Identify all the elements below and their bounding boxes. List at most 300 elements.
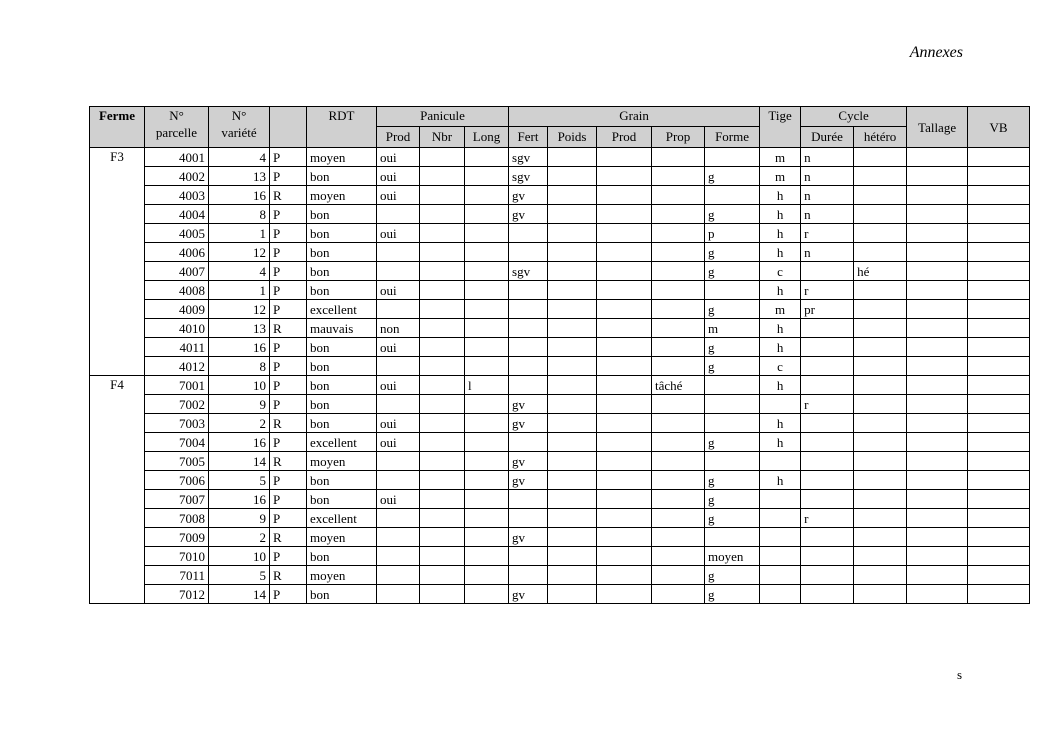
cell-grain-poids [548, 509, 597, 528]
cell-grain-prod [597, 395, 652, 414]
cell-vb [968, 490, 1030, 509]
cell-cycle-duree [801, 471, 854, 490]
cell-grain-prop [652, 452, 705, 471]
cell-panicule-long [465, 509, 509, 528]
cell-grain-forme [705, 452, 760, 471]
cell-panicule-nbr [420, 357, 465, 376]
cell-panicule-prod [377, 357, 420, 376]
cell-cycle-duree: n [801, 186, 854, 205]
cell-grain-fert: gv [509, 414, 548, 433]
cell-panicule-long [465, 262, 509, 281]
cell-grain-prop [652, 528, 705, 547]
cell-tallage [907, 585, 968, 604]
cell-cycle-duree [801, 338, 854, 357]
cell-grain-prod [597, 186, 652, 205]
cell-panicule-prod: oui [377, 376, 420, 395]
cell-grain-forme [705, 148, 760, 167]
cell-grain-prop [652, 471, 705, 490]
cell-panicule-nbr [420, 414, 465, 433]
cell-vb [968, 148, 1030, 167]
cell-tallage [907, 186, 968, 205]
cell-variete: 16 [209, 338, 270, 357]
cell-grain-poids [548, 148, 597, 167]
cell-parcelle: 7005 [145, 452, 209, 471]
subheader-grain-prod: Prod [597, 127, 652, 148]
cell-tige: h [760, 319, 801, 338]
cell-type: P [270, 471, 307, 490]
header-rdt: RDT [307, 107, 377, 148]
cell-tige: h [760, 414, 801, 433]
cell-type: R [270, 186, 307, 205]
cell-variete: 5 [209, 471, 270, 490]
cell-grain-prop [652, 566, 705, 585]
table-row [90, 547, 1030, 566]
cell-grain-prop [652, 414, 705, 433]
cell-grain-prod [597, 243, 652, 262]
cell-cycle-hetero [854, 148, 907, 167]
cell-cycle-hetero [854, 300, 907, 319]
cell-tige [760, 547, 801, 566]
cell-rdt: bon [307, 547, 377, 566]
cell-tallage [907, 433, 968, 452]
cell-cycle-duree [801, 262, 854, 281]
cell-grain-prod [597, 433, 652, 452]
cell-vb [968, 452, 1030, 471]
cell-type: R [270, 452, 307, 471]
cell-grain-fert [509, 243, 548, 262]
table-row [90, 585, 1030, 604]
cell-panicule-nbr [420, 471, 465, 490]
header-tallage: Tallage [907, 107, 968, 148]
cell-grain-prop [652, 319, 705, 338]
cell-panicule-nbr [420, 490, 465, 509]
cell-grain-poids [548, 357, 597, 376]
cell-panicule-prod [377, 566, 420, 585]
cell-rdt: bon [307, 262, 377, 281]
cell-grain-fert: gv [509, 186, 548, 205]
header-variete: N° variété [209, 107, 270, 148]
cell-type: P [270, 243, 307, 262]
cell-rdt: bon [307, 585, 377, 604]
table-row [90, 243, 1030, 262]
cell-variete: 14 [209, 452, 270, 471]
cell-grain-poids [548, 395, 597, 414]
cell-grain-forme: g [705, 509, 760, 528]
cell-panicule-nbr [420, 148, 465, 167]
table-row [90, 433, 1030, 452]
cell-grain-prop [652, 262, 705, 281]
cell-tige: h [760, 376, 801, 395]
cell-tallage [907, 471, 968, 490]
cell-panicule-prod [377, 471, 420, 490]
cell-grain-forme [705, 376, 760, 395]
cell-vb [968, 414, 1030, 433]
cell-tallage [907, 528, 968, 547]
cell-tallage [907, 452, 968, 471]
cell-panicule-nbr [420, 547, 465, 566]
cell-panicule-nbr [420, 509, 465, 528]
cell-type: P [270, 338, 307, 357]
cell-grain-prop [652, 357, 705, 376]
page-number: s [957, 667, 963, 682]
cell-parcelle: 4007 [145, 262, 209, 281]
cell-grain-poids [548, 414, 597, 433]
cell-tige: h [760, 433, 801, 452]
cell-variete: 13 [209, 167, 270, 186]
cell-tige [760, 528, 801, 547]
cell-variete: 10 [209, 376, 270, 395]
cell-grain-fert [509, 490, 548, 509]
subheader-grain-prop: Prop [652, 127, 705, 148]
cell-tallage [907, 566, 968, 585]
cell-tige [760, 585, 801, 604]
cell-tige: h [760, 471, 801, 490]
cell-cycle-hetero [854, 547, 907, 566]
cell-cycle-hetero [854, 186, 907, 205]
cell-rdt: bon [307, 281, 377, 300]
cell-panicule-long [465, 357, 509, 376]
cell-grain-prop [652, 395, 705, 414]
table-row [90, 528, 1030, 547]
subheader-grain-forme: Forme [705, 127, 760, 148]
cell-rdt: bon [307, 224, 377, 243]
cell-grain-forme: g [705, 585, 760, 604]
cell-grain-prod [597, 547, 652, 566]
cell-type: P [270, 509, 307, 528]
cell-cycle-duree [801, 357, 854, 376]
table-row [90, 186, 1030, 205]
cell-grain-forme: m [705, 319, 760, 338]
cell-grain-prop [652, 509, 705, 528]
cell-panicule-prod: oui [377, 167, 420, 186]
cell-rdt: moyen [307, 452, 377, 471]
cell-parcelle: 4010 [145, 319, 209, 338]
cell-cycle-hetero [854, 490, 907, 509]
cell-cycle-hetero [854, 414, 907, 433]
cell-grain-prod [597, 148, 652, 167]
cell-grain-prop [652, 490, 705, 509]
cell-panicule-long [465, 205, 509, 224]
cell-parcelle: 7002 [145, 395, 209, 414]
cell-tige: m [760, 300, 801, 319]
cell-grain-forme [705, 528, 760, 547]
cell-grain-prop [652, 243, 705, 262]
cell-grain-fert: sgv [509, 148, 548, 167]
cell-panicule-long [465, 433, 509, 452]
cell-rdt: bon [307, 357, 377, 376]
cell-panicule-nbr [420, 262, 465, 281]
cell-vb [968, 471, 1030, 490]
cell-vb [968, 224, 1030, 243]
cell-variete: 16 [209, 433, 270, 452]
cell-panicule-long [465, 471, 509, 490]
cell-vb [968, 433, 1030, 452]
cell-grain-forme: g [705, 167, 760, 186]
cell-grain-poids [548, 243, 597, 262]
cell-parcelle: 4008 [145, 281, 209, 300]
cell-parcelle: 7004 [145, 433, 209, 452]
cell-vb [968, 528, 1030, 547]
cell-tallage [907, 338, 968, 357]
cell-cycle-hetero [854, 395, 907, 414]
cell-tige [760, 566, 801, 585]
page-header-title: Annexes [909, 44, 963, 61]
cell-tallage [907, 547, 968, 566]
cell-grain-forme: g [705, 300, 760, 319]
table-row [90, 509, 1030, 528]
cell-grain-prod [597, 224, 652, 243]
cell-grain-prod [597, 566, 652, 585]
cell-type: P [270, 395, 307, 414]
cell-cycle-duree: r [801, 395, 854, 414]
cell-rdt: bon [307, 243, 377, 262]
cell-grain-poids [548, 452, 597, 471]
cell-panicule-long [465, 319, 509, 338]
cell-tige: h [760, 205, 801, 224]
cell-panicule-nbr [420, 566, 465, 585]
cell-grain-prod [597, 490, 652, 509]
cell-cycle-hetero [854, 566, 907, 585]
cell-grain-prop [652, 148, 705, 167]
cell-rdt: excellent [307, 300, 377, 319]
table-row [90, 300, 1030, 319]
cell-panicule-long [465, 566, 509, 585]
cell-grain-prop [652, 300, 705, 319]
cell-tige: m [760, 148, 801, 167]
cell-type: R [270, 414, 307, 433]
cell-grain-prop [652, 186, 705, 205]
cell-vb [968, 243, 1030, 262]
cell-tallage [907, 243, 968, 262]
cell-vb [968, 376, 1030, 395]
cell-parcelle: 7007 [145, 490, 209, 509]
cell-rdt: moyen [307, 566, 377, 585]
header-type [270, 107, 307, 148]
cell-cycle-duree [801, 433, 854, 452]
cell-tallage [907, 414, 968, 433]
cell-grain-forme: g [705, 433, 760, 452]
cell-grain-forme: moyen [705, 547, 760, 566]
cell-tallage [907, 357, 968, 376]
cell-grain-poids [548, 547, 597, 566]
cell-vb [968, 205, 1030, 224]
cell-grain-prod [597, 205, 652, 224]
table-row [90, 262, 1030, 281]
cell-grain-fert [509, 547, 548, 566]
cell-panicule-nbr [420, 338, 465, 357]
cell-variete: 8 [209, 205, 270, 224]
cell-vb [968, 585, 1030, 604]
cell-cycle-duree [801, 414, 854, 433]
cell-grain-forme: g [705, 357, 760, 376]
cell-rdt: bon [307, 414, 377, 433]
table-row [90, 566, 1030, 585]
cell-grain-forme: g [705, 338, 760, 357]
cell-grain-prod [597, 319, 652, 338]
cell-panicule-nbr [420, 186, 465, 205]
cell-variete: 9 [209, 509, 270, 528]
cell-tallage [907, 300, 968, 319]
cell-panicule-prod: non [377, 319, 420, 338]
cell-grain-fert: gv [509, 205, 548, 224]
cell-tallage [907, 262, 968, 281]
cell-vb [968, 319, 1030, 338]
cell-grain-prop [652, 547, 705, 566]
cell-grain-prop [652, 338, 705, 357]
cell-rdt: bon [307, 490, 377, 509]
cell-cycle-duree [801, 452, 854, 471]
cell-panicule-long [465, 414, 509, 433]
cell-cycle-hetero [854, 471, 907, 490]
cell-grain-fert: gv [509, 471, 548, 490]
cell-panicule-long: l [465, 376, 509, 395]
cell-grain-prop [652, 281, 705, 300]
cell-type: P [270, 433, 307, 452]
cell-grain-forme: g [705, 471, 760, 490]
cell-panicule-prod: oui [377, 490, 420, 509]
cell-panicule-prod: oui [377, 186, 420, 205]
cell-grain-forme: g [705, 205, 760, 224]
cell-panicule-long [465, 338, 509, 357]
cell-grain-prod [597, 262, 652, 281]
cell-vb [968, 509, 1030, 528]
cell-cycle-hetero [854, 509, 907, 528]
header-cycle: Cycle [801, 107, 907, 127]
cell-grain-fert [509, 433, 548, 452]
cell-parcelle: 4012 [145, 357, 209, 376]
cell-grain-prod [597, 338, 652, 357]
cell-variete: 13 [209, 319, 270, 338]
cell-parcelle: 4011 [145, 338, 209, 357]
cell-grain-prod [597, 471, 652, 490]
cell-tige: h [760, 243, 801, 262]
cell-panicule-long [465, 186, 509, 205]
subheader-grain-poids: Poids [548, 127, 597, 148]
cell-grain-forme [705, 186, 760, 205]
cell-cycle-duree: r [801, 224, 854, 243]
cell-type: P [270, 490, 307, 509]
cell-type: P [270, 300, 307, 319]
cell-grain-forme [705, 281, 760, 300]
cell-panicule-prod: oui [377, 338, 420, 357]
cell-cycle-hetero [854, 452, 907, 471]
cell-variete: 16 [209, 186, 270, 205]
cell-panicule-nbr [420, 319, 465, 338]
cell-variete: 8 [209, 357, 270, 376]
cell-panicule-prod: oui [377, 414, 420, 433]
cell-panicule-prod [377, 262, 420, 281]
cell-cycle-hetero [854, 357, 907, 376]
cell-grain-forme: g [705, 490, 760, 509]
cell-panicule-prod [377, 585, 420, 604]
cell-variete: 2 [209, 528, 270, 547]
cell-type: R [270, 319, 307, 338]
cell-type: R [270, 528, 307, 547]
cell-parcelle: 7009 [145, 528, 209, 547]
cell-grain-forme: g [705, 566, 760, 585]
table-row [90, 167, 1030, 186]
table-row [90, 452, 1030, 471]
cell-panicule-prod [377, 243, 420, 262]
cell-cycle-hetero [854, 319, 907, 338]
cell-variete: 4 [209, 148, 270, 167]
cell-parcelle: 7011 [145, 566, 209, 585]
cell-grain-poids [548, 338, 597, 357]
cell-vb [968, 338, 1030, 357]
cell-tallage [907, 148, 968, 167]
cell-grain-prop [652, 433, 705, 452]
cell-grain-poids [548, 167, 597, 186]
cell-panicule-prod [377, 205, 420, 224]
cell-cycle-hetero [854, 224, 907, 243]
cell-cycle-hetero [854, 433, 907, 452]
cell-tallage [907, 167, 968, 186]
header-parcelle: N° parcelle [145, 107, 209, 148]
cell-tallage [907, 490, 968, 509]
cell-tallage [907, 281, 968, 300]
cell-grain-poids [548, 376, 597, 395]
table-row [90, 376, 1030, 395]
cell-rdt: bon [307, 338, 377, 357]
cell-panicule-long [465, 528, 509, 547]
cell-variete: 10 [209, 547, 270, 566]
cell-cycle-hetero [854, 205, 907, 224]
cell-panicule-long [465, 281, 509, 300]
cell-panicule-prod [377, 395, 420, 414]
cell-type: P [270, 357, 307, 376]
header-vb: VB [968, 107, 1030, 148]
cell-panicule-long [465, 585, 509, 604]
cell-grain-prod [597, 414, 652, 433]
cell-parcelle: 4001 [145, 148, 209, 167]
cell-cycle-duree [801, 376, 854, 395]
cell-variete: 16 [209, 490, 270, 509]
table-row [90, 395, 1030, 414]
cell-panicule-nbr [420, 300, 465, 319]
cell-tallage [907, 205, 968, 224]
cell-grain-prod [597, 585, 652, 604]
cell-grain-fert [509, 281, 548, 300]
cell-rdt: bon [307, 471, 377, 490]
cell-variete: 12 [209, 300, 270, 319]
subheader-cycle-duree: Durée [801, 127, 854, 148]
cell-rdt: bon [307, 205, 377, 224]
cell-grain-prod [597, 509, 652, 528]
cell-parcelle: 4006 [145, 243, 209, 262]
cell-grain-prod [597, 452, 652, 471]
cell-cycle-hetero [854, 528, 907, 547]
cell-grain-poids [548, 281, 597, 300]
cell-grain-fert [509, 300, 548, 319]
cell-grain-fert [509, 357, 548, 376]
cell-grain-prop [652, 205, 705, 224]
cell-parcelle: 4003 [145, 186, 209, 205]
farm-label: F3 [90, 148, 145, 376]
cell-parcelle: 7008 [145, 509, 209, 528]
cell-type: P [270, 585, 307, 604]
cell-grain-prop: tâché [652, 376, 705, 395]
cell-grain-prop [652, 224, 705, 243]
cell-tige [760, 452, 801, 471]
cell-grain-prod [597, 357, 652, 376]
subheader-panicule-nbr: Nbr [420, 127, 465, 148]
subheader-cycle-hetero: hétéro [854, 127, 907, 148]
cell-cycle-duree: pr [801, 300, 854, 319]
subheader-grain-fert: Fert [509, 127, 548, 148]
cell-tige: c [760, 262, 801, 281]
cell-cycle-hetero [854, 243, 907, 262]
cell-cycle-hetero [854, 338, 907, 357]
